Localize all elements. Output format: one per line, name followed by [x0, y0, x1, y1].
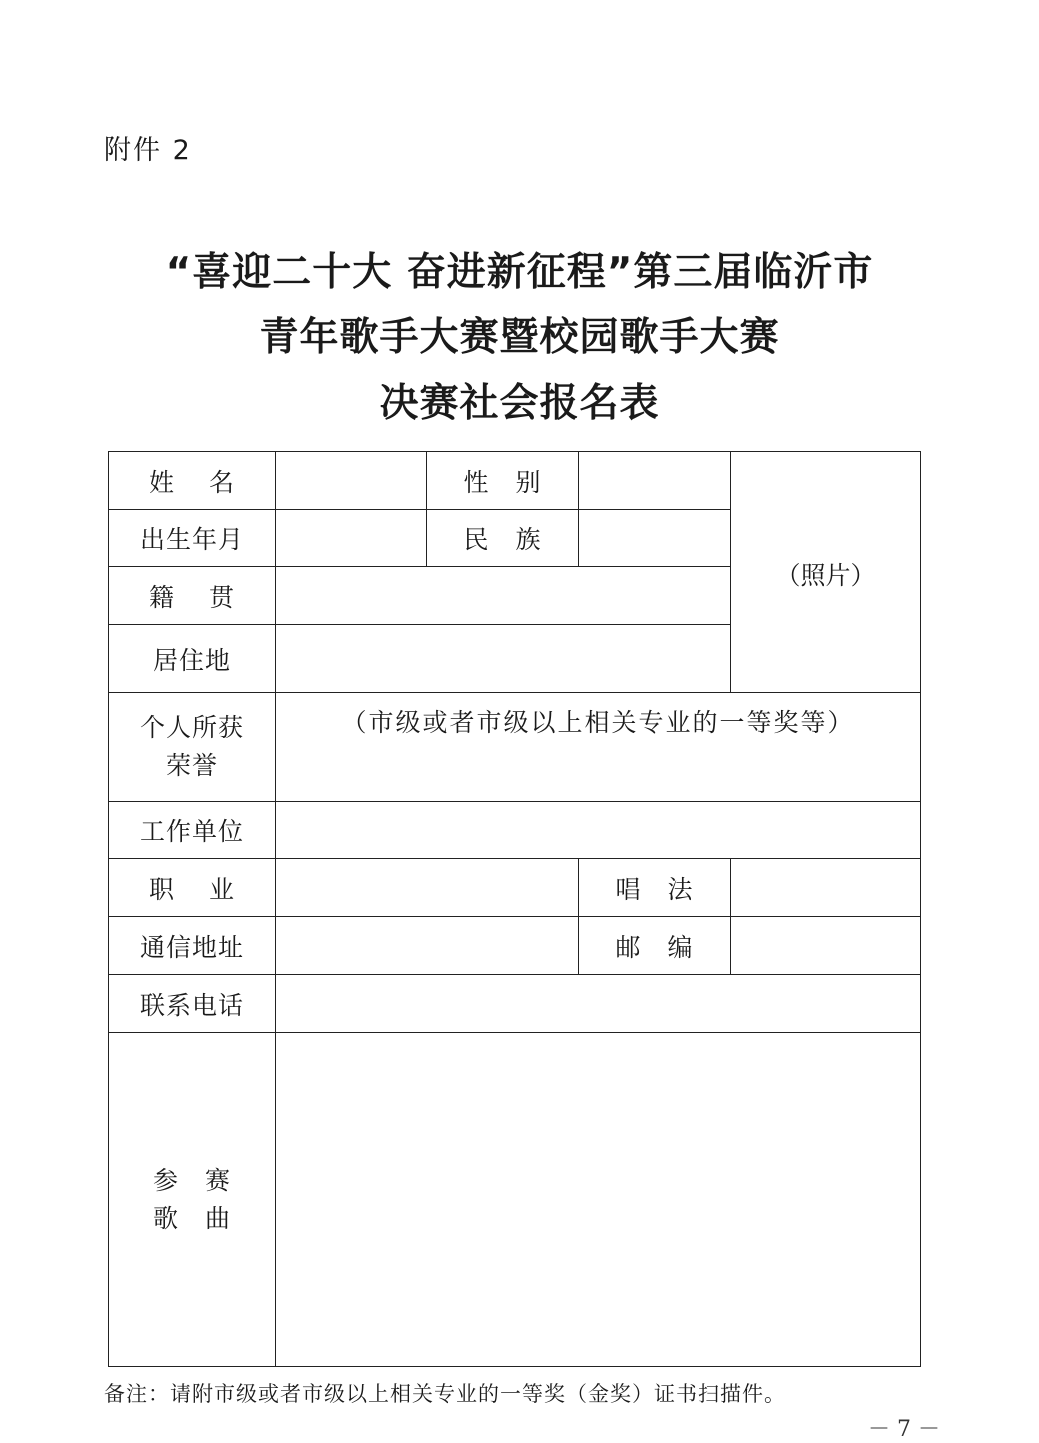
page-number: － 7 － — [868, 1417, 940, 1442]
title-line-3: 决赛社会报名表 — [379, 381, 660, 426]
native-place-field[interactable] — [276, 567, 731, 625]
row-name-gender — [109, 452, 921, 510]
name-field[interactable] — [276, 452, 427, 510]
residence-label-cell — [109, 625, 276, 693]
native-place-label: 籍贯 — [149, 582, 235, 612]
occupation-label-cell — [109, 859, 276, 917]
title-line-2: 青年歌手大赛暨校园歌手大赛 — [259, 315, 780, 360]
songs-label-line-2: 歌曲 — [153, 1203, 231, 1233]
address-field[interactable] — [276, 917, 579, 975]
songs-label-line-1: 参赛 — [153, 1165, 231, 1195]
employer-label-cell — [109, 802, 276, 859]
phone-label-cell — [109, 975, 276, 1033]
registration-form-table — [108, 451, 921, 1367]
occupation-label: 职业 — [149, 874, 235, 904]
singing-style-label: 唱法 — [615, 874, 694, 904]
native-place-label-cell — [109, 567, 276, 625]
birth-label-cell — [109, 510, 276, 567]
phone-label: 联系电话 — [139, 990, 244, 1020]
ethnicity-label: 民族 — [463, 525, 542, 554]
photo-label: （照片） — [775, 561, 876, 590]
honors-label-line-2: 荣誉 — [165, 751, 218, 780]
row-employer — [109, 802, 921, 859]
gender-label: 性别 — [463, 467, 542, 497]
birth-field[interactable] — [276, 510, 427, 567]
ethnicity-field[interactable] — [579, 510, 731, 567]
honors-field[interactable] — [276, 693, 921, 802]
phone-field[interactable] — [276, 975, 921, 1033]
birth-label: 出生年月 — [139, 525, 244, 554]
singing-style-label-cell — [579, 859, 731, 917]
postcode-field[interactable] — [731, 917, 921, 975]
address-label-cell — [109, 917, 276, 975]
residence-field[interactable] — [276, 625, 731, 693]
gender-label-cell — [427, 452, 579, 510]
songs-label-cell — [109, 1033, 276, 1367]
attachment-label: 附件 2 — [104, 135, 192, 166]
title-line-1: “喜迎二十大 奋进新征程”第三届临沂市 — [165, 250, 874, 295]
footnote: 备注：请附市级或者市级以上相关专业的一等奖（金奖）证书扫描件。 — [104, 1382, 786, 1406]
row-address-postcode — [109, 917, 921, 975]
songs-field[interactable] — [276, 1033, 921, 1367]
ethnicity-label-cell — [427, 510, 579, 567]
address-label: 通信地址 — [139, 932, 244, 962]
name-label-cell — [109, 452, 276, 510]
name-label: 姓名 — [149, 467, 235, 497]
photo-cell[interactable] — [731, 452, 921, 693]
honors-label-cell — [109, 693, 276, 802]
employer-field[interactable] — [276, 802, 921, 859]
gender-field[interactable] — [579, 452, 731, 510]
occupation-field[interactable] — [276, 859, 579, 917]
employer-label: 工作单位 — [139, 817, 244, 846]
honors-hint: （市级或者市级以上相关专业的一等奖等） — [341, 708, 855, 737]
honors-label-line-1: 个人所获 — [139, 713, 244, 742]
row-occupation-style — [109, 859, 921, 917]
row-phone — [109, 975, 921, 1033]
residence-label: 居住地 — [152, 645, 231, 675]
row-honors — [109, 693, 921, 802]
row-songs — [109, 1033, 921, 1367]
postcode-label: 邮编 — [615, 932, 694, 962]
postcode-label-cell — [579, 917, 731, 975]
singing-style-field[interactable] — [731, 859, 921, 917]
